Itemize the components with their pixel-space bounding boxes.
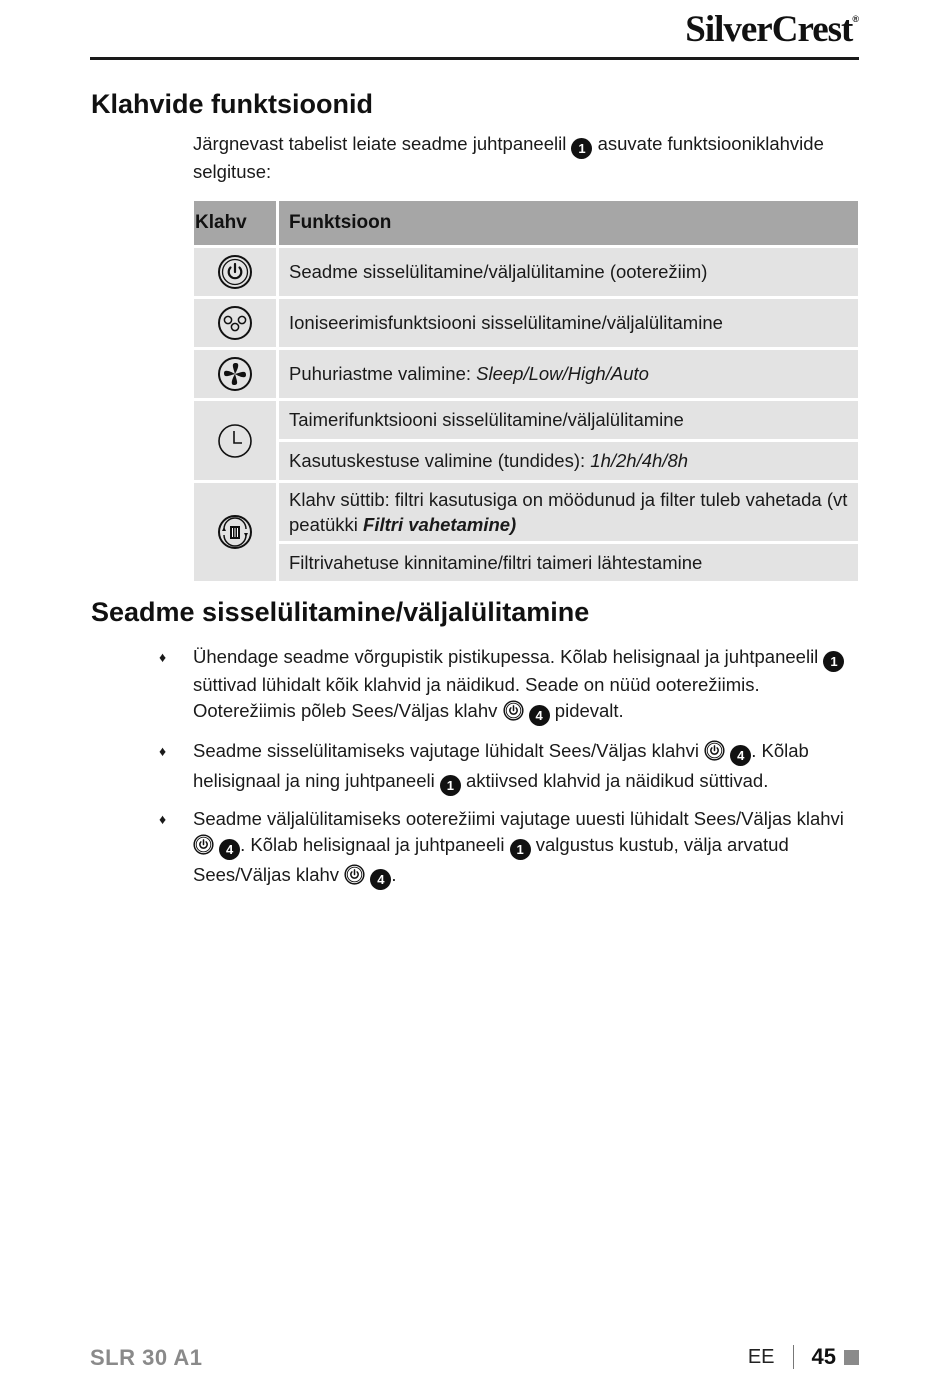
- bullet-diamond: ♦: [159, 743, 167, 759]
- power-icon: [194, 248, 279, 296]
- header-function: Funktsioon: [279, 201, 858, 245]
- table-row: [194, 299, 858, 347]
- footer-language: EE: [747, 1345, 775, 1368]
- power-icon: [193, 834, 214, 862]
- power-icon: [503, 700, 524, 728]
- intro-paragraph: Järgnevast tabelist leiate seadme juhtpaneelil 1 asuvate funktsiooniklahvide selgituse:: [193, 133, 824, 182]
- table-row: [194, 442, 858, 480]
- ref-number: 1: [510, 839, 531, 860]
- ref-number: 4: [370, 869, 391, 890]
- fan-icon: [194, 350, 279, 398]
- header-rule: [90, 57, 859, 60]
- section-title-keys: Klahvide funktsioonid: [91, 89, 374, 119]
- timer-icon: [194, 401, 279, 480]
- footer-page-info: [748, 1344, 859, 1370]
- ionizer-icon: [194, 299, 279, 347]
- function-text: Taimerifunktsiooni sisselülitamine/väljalülitamine: [279, 401, 858, 439]
- ref-number: 1: [440, 775, 461, 796]
- header-key: Klahv: [194, 201, 279, 245]
- ref-number: 1: [823, 651, 844, 672]
- function-text: Puhuriastme valimine: Sleep/Low/High/Auto: [279, 350, 858, 398]
- bullet-diamond: ♦: [159, 649, 167, 665]
- table-row: [194, 350, 858, 398]
- table-row: [194, 544, 858, 581]
- table-row: [194, 483, 858, 541]
- function-text: Filtrivahetuse kinnitamine/filtri taimeri lähtestamine: [279, 544, 858, 581]
- brand-logo: SilverCrest®: [685, 9, 858, 50]
- footer-square-mark: [844, 1350, 859, 1365]
- list-item: ♦ Seadme sisselülitamiseks vajutage lühidalt Sees/Väljas klahvi 4 . Kõlab helisignaal ja ning juhtpaneeli 1 aktiivsed klahvid ja näidikud süttivad.: [159, 738, 859, 796]
- table-header-row: [194, 201, 858, 245]
- footer-divider: [793, 1345, 794, 1369]
- function-text: Kasutuskestuse valimine (tundides): 1h/2h/4h/8h: [279, 442, 858, 480]
- table-row: [194, 248, 858, 296]
- ref-number: 4: [219, 839, 240, 860]
- filter-reset-icon: [194, 483, 279, 581]
- function-text: Ioniseerimisfunktsiooni sisselülitamine/väljalülitamine: [279, 299, 858, 347]
- ref-number: 4: [529, 705, 550, 726]
- page-number: 45: [811, 1344, 836, 1369]
- function-text: Seadme sisselülitamine/väljalülitamine (ooterežiim): [279, 248, 858, 296]
- list-item: ♦ Ühendage seadme võrgupistik pistikupessa. Kõlab helisignaal ja juhtpaneelil 1 süttivad lühidalt kõik klahvid ja näidikud. Seade on nüüd ooterežiimis. Ooterežiimis põleb Sees/Väljas klahv 4 pidevalt.: [159, 644, 859, 728]
- bullet-diamond: ♦: [159, 811, 167, 827]
- ref-number: 4: [730, 745, 751, 766]
- list-item: ♦ Seadme väljalülitamiseks ooterežiimi vajutage uuesti lühidalt Sees/Väljas klahvi 4 . Kõlab helisignaal ja juhtpaneeli 1 valgustus kustub, välja arvatud Sees/Väljas klahv 4 .: [159, 806, 859, 892]
- instruction-list: [159, 644, 859, 902]
- footer-model: SLR 30 A1: [90, 1345, 203, 1370]
- function-text: Klahv süttib: filtri kasutusiga on möödunud ja filter tuleb vahetada (vt peatükki Filtri vahetamine): [279, 483, 858, 541]
- ref-number: 1: [571, 138, 592, 159]
- table-row: [194, 401, 858, 439]
- section-title-power: Seadme sisselülitamine/väljalülitamine: [91, 597, 590, 627]
- key-function-table: [194, 198, 858, 584]
- power-icon: [344, 864, 365, 892]
- power-icon: [704, 740, 725, 768]
